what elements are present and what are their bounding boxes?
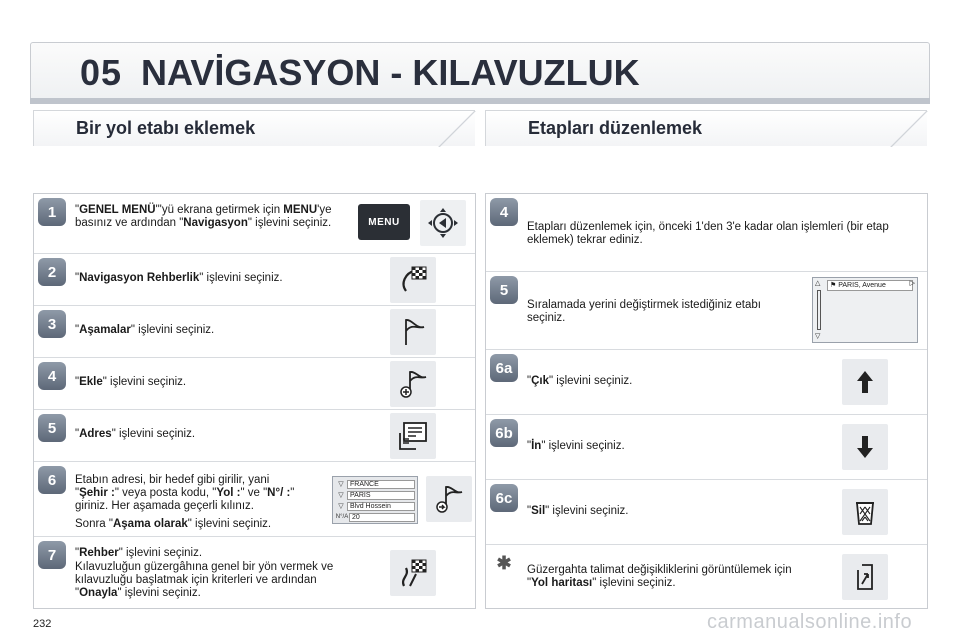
left-step-row-7	[34, 537, 475, 610]
waypoint-list-item: ⚑ PARIS, Avenue	[827, 280, 913, 291]
chapter-header-shadow	[30, 98, 930, 104]
step-badge: 6b	[490, 419, 518, 447]
right-step-row-5	[486, 272, 927, 350]
left-step-row-2	[34, 254, 475, 306]
add-waypoint-icon	[390, 361, 436, 407]
chevron-right-icon: ▷	[909, 280, 915, 287]
arrow-down-icon	[842, 424, 888, 470]
step-3-text: "Aşamalar" işlevini seçiniz.	[75, 324, 215, 336]
step-5-text: "Adres" işlevini seçiniz.	[75, 428, 196, 440]
step-4-text: "Ekle" işlevini seçiniz.	[75, 376, 187, 388]
step-badge: 3	[38, 310, 66, 338]
step-badge: 5	[490, 276, 518, 304]
right-step-6a-text: "Çık" işlevini seçiniz.	[527, 375, 633, 387]
left-step-row-6	[34, 462, 475, 537]
watermark: carmanualsonline.info	[707, 611, 913, 633]
scroll-down-icon: ▽	[815, 333, 821, 340]
navigation-guidance-icon	[390, 257, 436, 303]
step-badge: 6	[38, 466, 66, 494]
step-badge: 1	[38, 198, 66, 226]
chapter-number: 05	[80, 52, 123, 93]
chevron-down-icon: ▽	[338, 492, 344, 499]
step-badge: 2	[38, 258, 66, 286]
step-1-text: "GENEL MENÜ"'yü ekrana getirmek için MENU'ye basınız ve ardından "Navigasyon" işlevini seçiniz.	[75, 204, 332, 229]
waypoint-list-screen	[812, 277, 918, 343]
scrollbar	[817, 290, 821, 330]
right-step-row-6c	[486, 480, 927, 545]
left-step-row-5	[34, 410, 475, 462]
left-section-title: Bir yol etabı eklemek	[76, 118, 256, 138]
right-tip-row	[486, 545, 927, 610]
step-6-text-2: Sonra "Aşama olarak" işlevini seçiniz.	[75, 518, 272, 530]
right-steps-panel	[485, 193, 928, 609]
waypoint-flag-icon	[390, 309, 436, 355]
right-section-title: Etapları düzenlemek	[528, 118, 703, 138]
address-entry-icon	[390, 413, 436, 459]
start-guidance-icon	[390, 550, 436, 596]
right-step-4-text: Etapları düzenlemek için, önceki 1'den 3'e kadar olan işlemleri (bir etap eklemek) tekrar ediniz.	[527, 221, 889, 246]
step-badge: 4	[38, 362, 66, 390]
chapter-title: NAVİGASYON - KILAVUZLUK	[141, 52, 640, 93]
scroll-up-icon: △	[815, 280, 821, 287]
step-7-text: "Rehber" işlevini seçiniz.	[75, 547, 203, 559]
address-form-row: ▽ FRANCE	[335, 479, 415, 489]
number-label: N°/A	[335, 514, 349, 520]
address-form-screen	[332, 476, 418, 524]
right-step-row-6a	[486, 350, 927, 415]
address-form-row: ▽ PARIS	[335, 490, 415, 500]
title-bar-slant	[437, 111, 477, 147]
title-bar-slant	[889, 111, 929, 147]
left-step-row-1	[34, 194, 475, 254]
right-tip-text: Güzergahta talimat değişikliklerini görüntülemek için "Yol haritası" işlevini seçiniz.	[527, 564, 792, 589]
chevron-down-icon: ▽	[338, 481, 344, 488]
right-step-6c-text: "Sil" işlevini seçiniz.	[527, 505, 629, 517]
flag-icon: ⚑	[830, 282, 839, 289]
right-step-row-6b	[486, 415, 927, 480]
right-step-row-4	[486, 194, 927, 272]
add-as-waypoint-icon	[426, 476, 472, 522]
step-badge: 4	[490, 198, 518, 226]
navigation-wheel-icon	[420, 200, 466, 246]
roadbook-icon	[842, 554, 888, 600]
tip-icon: ✱	[496, 552, 512, 573]
address-form-row: N°/A 20	[335, 512, 415, 522]
right-step-6b-text: "İn" işlevini seçiniz.	[527, 440, 625, 452]
step-badge: 7	[38, 541, 66, 569]
step-6-text: Etabın adresi, bir hedef gibi girilir, yani "Şehir :" veya posta kodu, "Yol :" ve "N°/ :" giriniz. Her aşamada geçerli kılınız.	[75, 474, 295, 512]
right-step-5-text: Sıralamada yerini değiştirmek istediğiniz etabı seçiniz.	[527, 299, 761, 324]
step-badge: 6c	[490, 484, 518, 512]
menu-button[interactable]: MENU	[358, 204, 410, 240]
chevron-down-icon: ▽	[338, 503, 344, 510]
right-section-title-bar	[485, 110, 927, 146]
page-number: 232	[33, 618, 52, 630]
left-steps-panel	[33, 193, 476, 609]
trash-icon	[842, 489, 888, 535]
step-2-text: "Navigasyon Rehberlik" işlevini seçiniz.	[75, 272, 283, 284]
left-step-row-4	[34, 358, 475, 410]
arrow-up-icon	[842, 359, 888, 405]
left-section-title-bar	[33, 110, 475, 146]
step-badge: 6a	[490, 354, 518, 382]
step-badge: 5	[38, 414, 66, 442]
left-step-row-3	[34, 306, 475, 358]
step-7-text-2: Kılavuzluğun güzergâhına genel bir yön vermek ve kılavuzluğu başlatmak için kriterleri ve ardından "Onayla" işlevini seçiniz.	[75, 561, 334, 599]
address-form-row: ▽ Blvd Hossein	[335, 501, 415, 511]
